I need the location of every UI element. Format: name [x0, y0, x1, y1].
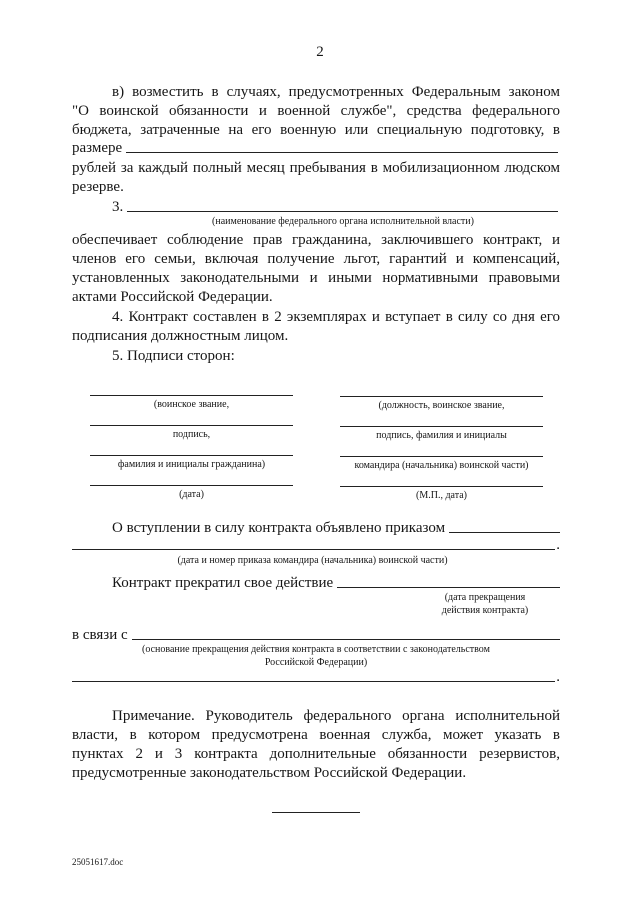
- signature-field-stamp-date: [340, 486, 543, 502]
- note-line: власти, в котором предусмотрена военная служба, может указать в: [72, 727, 560, 743]
- termination-date-caption: [410, 591, 560, 617]
- order-caption: (дата и номер приказа командира (начальника) воинской части): [177, 555, 448, 566]
- signature-caption: (должность, воинское звание,: [378, 400, 505, 411]
- signature-caption: (М.П., дата): [416, 490, 467, 501]
- signature-field-citizen-date: [90, 485, 293, 501]
- footer-filename: 25051617.doc: [72, 857, 124, 867]
- signature-field-citizen-signature: [90, 425, 293, 441]
- signature-field-commander-signature: [340, 426, 543, 442]
- termination-reason-blank: [132, 626, 560, 640]
- item-4-line: подписания должностным лицом.: [72, 328, 289, 344]
- termination-reason-row: [72, 626, 560, 644]
- item-5-heading: 5. Подписи сторон:: [112, 348, 235, 364]
- order-row: [112, 519, 560, 537]
- note-line: пунктах 2 и 3 контракта дополнительные обязанности резервистов,: [72, 746, 560, 762]
- item-3-line: обеспечивает соблюдение прав гражданина, заключившего контракт, и: [72, 232, 560, 248]
- order-reference-blank-continuation: [72, 536, 555, 550]
- termination-text: Контракт прекратил свое действие: [112, 575, 334, 591]
- compensation-amount-blank: [126, 139, 558, 153]
- item-4-line: 4. Контракт составлен в 2 экземплярах и вступает в силу со дня его: [112, 309, 560, 325]
- termination-reason-blank-continuation: [72, 668, 555, 682]
- signature-caption: фамилия и инициалы гражданина): [117, 459, 266, 470]
- clause-v-line: "О воинской обязанности и военной службе", средства федерального: [72, 103, 560, 119]
- termination-date-caption-line: действия контракта): [441, 605, 529, 616]
- item-3-line: актами Российской Федерации.: [72, 289, 273, 305]
- termination-reason-caption-line: (основание прекращения действия контракта в соответствии с законодательством: [142, 644, 490, 655]
- item-3-line: членов его семьи, включая получение льгот, гарантий и компенсаций,: [72, 251, 560, 267]
- signature-field-commander-unit: [340, 456, 543, 472]
- order-end-mark: .: [556, 537, 560, 553]
- federal-authority-caption: (наименование федерального органа исполнительной власти): [212, 216, 474, 227]
- signature-field-citizen-rank: [90, 395, 293, 411]
- federal-authority-row: [112, 198, 558, 216]
- termination-date-blank: [337, 574, 560, 588]
- clause-v-line: в) возместить в случаях, предусмотренных Федеральным законом: [112, 84, 560, 100]
- compensation-amount-label: размере: [72, 140, 123, 156]
- item-3-line: установленных законодательными и иными нормативными правовыми: [72, 270, 560, 286]
- signature-caption: (дата): [179, 489, 204, 500]
- termination-date-caption-line: (дата прекращения: [444, 592, 526, 603]
- signature-caption: подпись,: [172, 429, 211, 440]
- termination-end-mark: .: [556, 669, 560, 685]
- order-reference-blank: [449, 519, 560, 533]
- termination-reason-caption-line: Российской Федерации): [264, 657, 368, 668]
- signature-field-commander-position: [340, 396, 543, 412]
- closing-rule: [272, 812, 360, 813]
- signature-field-citizen-name: [90, 455, 293, 471]
- compensation-amount-row: [72, 139, 558, 157]
- clause-v-line: рублей за каждый полный месяц пребывания в мобилизационном людском: [72, 160, 560, 176]
- termination-reason-label: в связи с: [72, 627, 128, 643]
- order-continuation-row: [72, 536, 560, 554]
- termination-reason-continuation-row: [72, 668, 560, 686]
- clause-v-line: бюджета, затраченные на его военную или специальную подготовку, в: [72, 122, 560, 138]
- page-number: 2: [316, 44, 324, 60]
- order-text: О вступлении в силу контракта объявлено приказом: [112, 520, 446, 536]
- note-line: предусмотренные законодательством Российской Федерации.: [72, 765, 467, 781]
- termination-reason-caption: [72, 643, 560, 669]
- item-3-number: 3.: [112, 199, 124, 215]
- note-line: Примечание. Руководитель федерального органа исполнительной: [112, 708, 560, 724]
- signature-caption: (воинское звание,: [153, 399, 230, 410]
- signature-caption: подпись, фамилия и инициалы: [376, 430, 507, 441]
- federal-authority-blank: [127, 198, 558, 212]
- termination-row: [112, 574, 560, 592]
- signature-caption: командира (начальника) воинской части): [354, 460, 529, 471]
- clause-v-line: резерве.: [72, 179, 124, 195]
